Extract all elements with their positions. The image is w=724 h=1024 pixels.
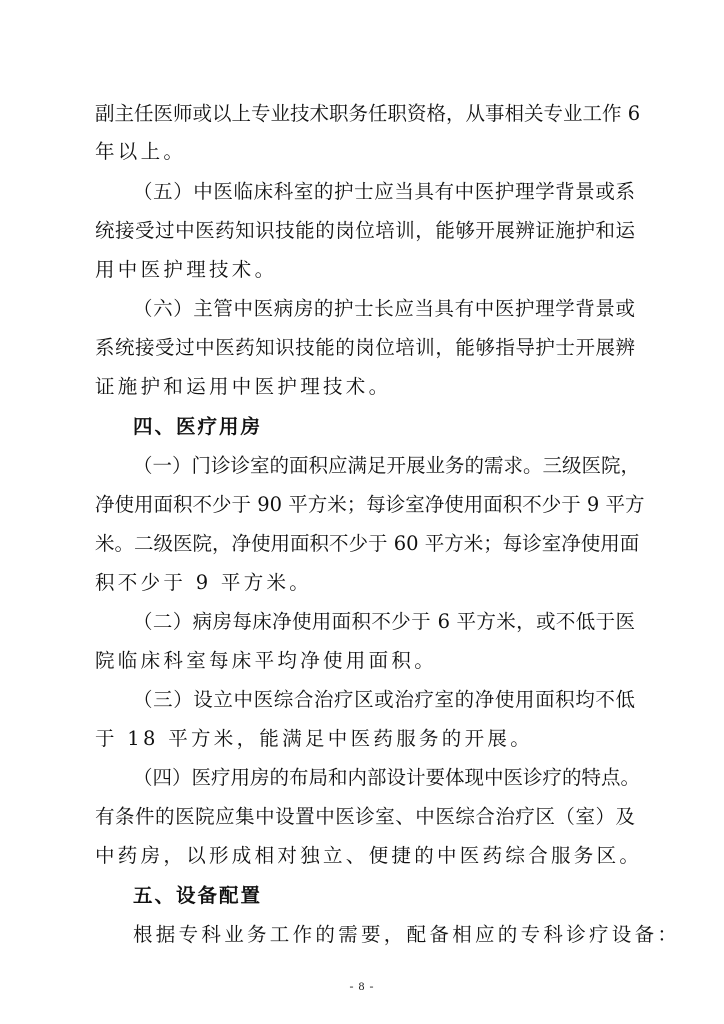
body-text-line: 净使用面积不少于 90 平方米；每诊室净使用面积不少于 9 平方 xyxy=(95,493,645,516)
body-text-line: 副主任医师或以上专业技术职务任职资格，从事相关专业工作 6 xyxy=(95,102,641,125)
paragraph-six-line: （六）主管中医病房的护士长应当具有中医护理学背景或 xyxy=(133,297,635,320)
body-text-line: 根据专科业务工作的需要，配备相应的专科诊疗设备： xyxy=(133,923,681,946)
paragraph-two-line: （二）病房每床净使用面积不少于 6 平方米，或不低于医 xyxy=(133,610,635,633)
body-text-line: 系统接受过中医药知识技能的岗位培训，能够指导护士开展辨 xyxy=(95,336,635,359)
body-text-line: 用中医护理技术。 xyxy=(95,258,278,281)
body-text-line: 有条件的医院应集中设置中医诊室、中医综合治疗区（室）及 xyxy=(95,805,635,828)
paragraph-five-line: （五）中医临床科室的护士应当具有中医护理学背景或系 xyxy=(133,180,635,203)
paragraph-one-line: （一）门诊诊室的面积应满足开展业务的需求。三级医院， xyxy=(133,454,641,477)
body-text-line: 统接受过中医药知识技能的岗位培训，能够开展辨证施护和运 xyxy=(95,219,635,242)
page-number: - 8 - xyxy=(349,979,375,993)
body-text-line: 年以上。 xyxy=(95,140,187,163)
body-text-line: 院临床科室每床平均净使用面积。 xyxy=(95,649,438,672)
body-text-line: 证施护和运用中医护理技术。 xyxy=(95,375,392,398)
paragraph-four-line: （四）医疗用房的布局和内部设计要体现中医诊疗的特点。 xyxy=(133,766,641,789)
section-heading-equipment: 五、设备配置 xyxy=(133,884,263,907)
body-text-line: 米。二级医院，净使用面积不少于 60 平方米；每诊室净使用面 xyxy=(95,532,640,555)
body-text-line: 积不少于 9 平方米。 xyxy=(95,571,313,594)
paragraph-three-line: （三）设立中医综合治疗区或治疗室的净使用面积均不低 xyxy=(133,688,635,711)
body-text-line: 中药房，以形成相对独立、便捷的中医药综合服务区。 xyxy=(95,844,643,867)
body-text-line: 于 18 平方米，能满足中医药服务的开展。 xyxy=(95,727,534,750)
section-heading-medical-rooms: 四、医疗用房 xyxy=(133,415,263,438)
